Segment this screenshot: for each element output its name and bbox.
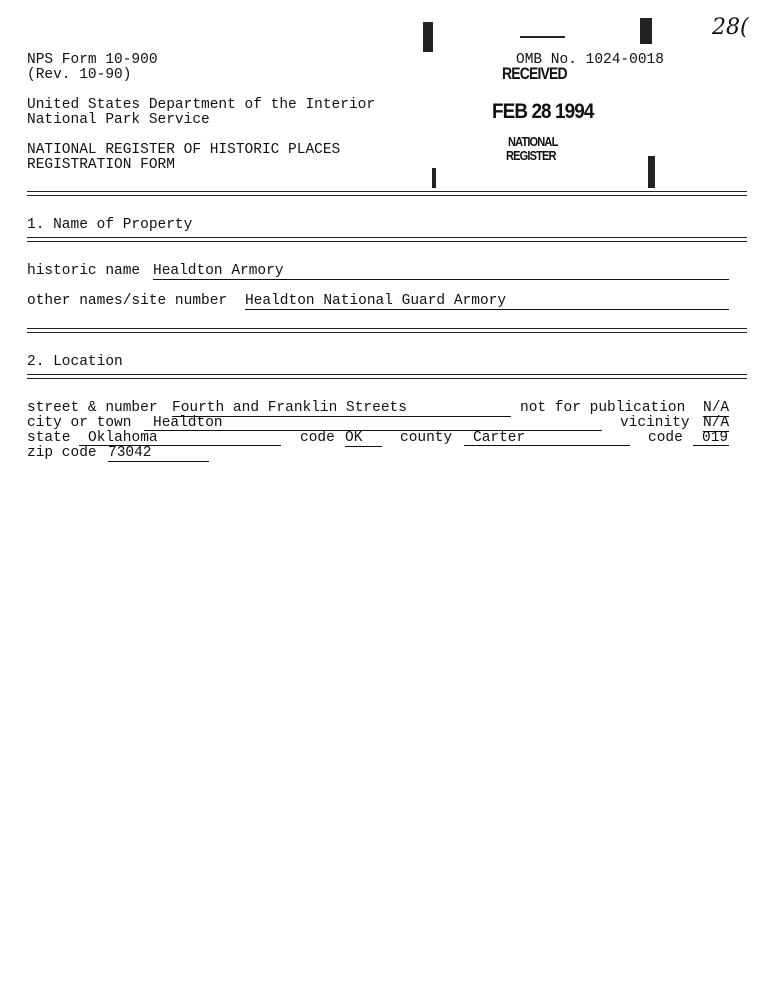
city-field[interactable]: Healdton — [144, 416, 602, 431]
double-rule — [27, 237, 747, 242]
scan-speck — [432, 168, 436, 188]
zip-field[interactable]: 73042 — [108, 446, 209, 462]
county-field[interactable]: Carter — [464, 431, 630, 446]
vicinity-label: vicinity — [620, 415, 690, 431]
section-2-title: 2. Location — [27, 354, 123, 370]
street-field[interactable]: Fourth and Franklin Streets — [172, 401, 511, 417]
historic-name-field[interactable]: Healdton Armory — [153, 264, 729, 280]
zip-label: zip code — [27, 445, 97, 461]
scan-speck — [520, 36, 565, 38]
department-line-2: National Park Service — [27, 112, 210, 128]
city-label: city or town — [27, 415, 132, 431]
other-names-field[interactable]: Healdton National Guard Armory — [245, 294, 729, 310]
double-rule — [27, 374, 747, 379]
county-label: county — [400, 430, 453, 446]
scan-speck — [423, 22, 433, 52]
state-code-label: code — [300, 430, 335, 446]
not-for-publication-field[interactable]: N/A — [703, 400, 730, 416]
received-stamp: RECEIVED — [502, 64, 567, 83]
county-code-field[interactable]: 019 — [693, 431, 729, 446]
double-rule — [27, 191, 747, 196]
other-names-label: other names/site number — [27, 293, 228, 309]
state-field[interactable]: Oklahoma — [79, 431, 281, 446]
vicinity-field[interactable]: N/A — [703, 415, 730, 431]
department-line-1: United States Department of the Interior — [27, 97, 376, 113]
scan-speck — [648, 156, 655, 188]
not-for-publication-label: not for publication — [520, 400, 686, 416]
street-label: street & number — [27, 400, 158, 416]
state-label: state — [27, 430, 71, 446]
national-stamp: NATIONAL — [508, 134, 558, 149]
register-stamp: REGISTER — [506, 148, 556, 163]
register-title-line-1: NATIONAL REGISTER OF HISTORIC PLACES — [27, 142, 341, 158]
form-revision: (Rev. 10-90) — [27, 67, 132, 83]
historic-name-label: historic name — [27, 263, 141, 279]
omb-number: OMB No. 1024-0018 — [516, 52, 664, 68]
received-date-stamp: FEB 28 1994 — [492, 100, 594, 123]
county-code-label: code — [648, 430, 683, 446]
section-1-title: 1. Name of Property — [27, 217, 193, 233]
form-number: NPS Form 10-900 — [27, 52, 158, 68]
register-title-line-2: REGISTRATION FORM — [27, 157, 175, 173]
scan-speck — [640, 18, 652, 44]
handwritten-note: 28( — [712, 15, 749, 40]
double-rule — [27, 328, 747, 333]
state-code-field[interactable]: OK — [345, 431, 382, 447]
